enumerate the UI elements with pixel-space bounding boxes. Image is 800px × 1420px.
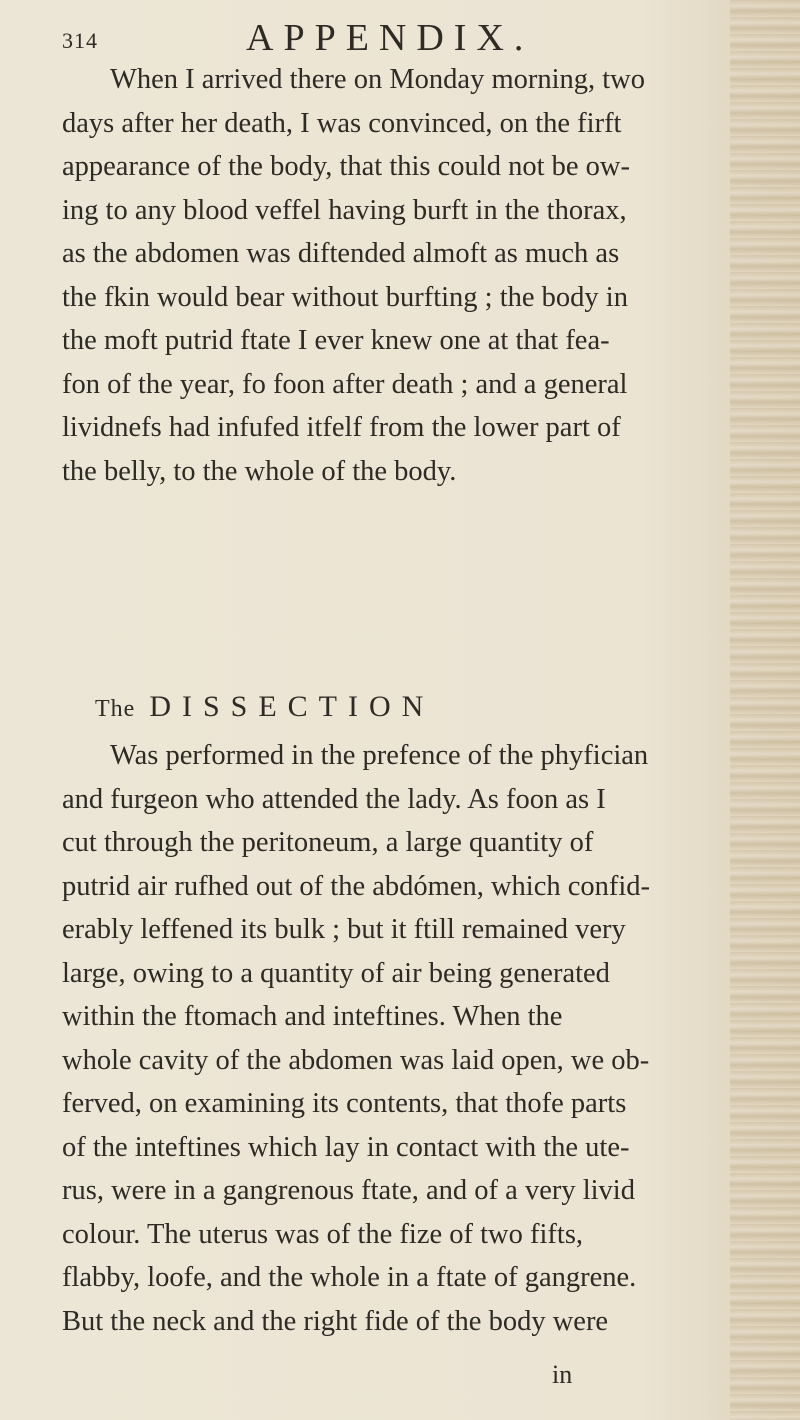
text-line: fon of the year, fo foon after death ; and a general [62, 368, 628, 400]
text-line: the moft putrid ftate I ever knew one at that fea- [62, 325, 610, 356]
page-header [62, 14, 662, 64]
paragraph-2 [62, 734, 738, 1343]
text-line: rus, were in a gangrenous ftate, and of a very livid [62, 1175, 635, 1206]
section-heading-title: DISSECTION [149, 690, 435, 723]
text-line: When I arrived there on Monday morning, two [110, 64, 646, 95]
text-line: putrid air rufhed out of the abdómen, which confid- [62, 870, 651, 902]
text-line: days after her death, I was convinced, on the firft [62, 107, 622, 139]
text-line: Was performed in the prefence of the phyfician [110, 740, 649, 771]
text-line: of the inteftines which lay in contact with the ute- [62, 1131, 630, 1163]
running-head: APPENDIX. [246, 17, 534, 59]
text-line: But the neck and the right fide of the body were [62, 1305, 609, 1337]
text-line: erably leffened its bulk ; but it ftill remained very [62, 914, 626, 945]
text-line: ferved, on examining its contents, that thofe parts [62, 1088, 627, 1119]
section-heading-article: The [95, 696, 136, 722]
text-line: large, owing to a quantity of air being generated [62, 957, 610, 989]
text-line: appearance of the body, that this could not be ow- [62, 151, 630, 182]
page-number: 314 [62, 28, 98, 53]
text-line: colour. The uterus was of the fize of two fifts, [62, 1218, 584, 1250]
text-line: as the abdomen was diftended almoft as much as [62, 238, 620, 269]
text-line: lividnefs had infufed itfelf from the lower part of [62, 412, 621, 443]
paragraph-1 [62, 58, 738, 493]
text-line: flabby, loofe, and the whole in a ftate of gangrene. [62, 1262, 637, 1293]
page-edge-shadow [730, 0, 800, 1420]
text-line: within the ftomach and inteftines. When the [62, 1001, 563, 1032]
text-line: and furgeon who attended the lady. As foon as I [62, 783, 606, 815]
text-line: the fkin would bear without burfting ; the body in [62, 281, 628, 313]
section-heading [95, 690, 434, 724]
text-line: whole cavity of the abdomen was laid open, we ob- [62, 1044, 650, 1076]
text-line: ing to any blood veffel having burft in the thorax, [62, 194, 627, 226]
text-line: cut through the peritoneum, a large quantity of [62, 827, 594, 858]
text-line: the belly, to the whole of the body. [62, 455, 457, 487]
catchword: in [552, 1360, 573, 1389]
